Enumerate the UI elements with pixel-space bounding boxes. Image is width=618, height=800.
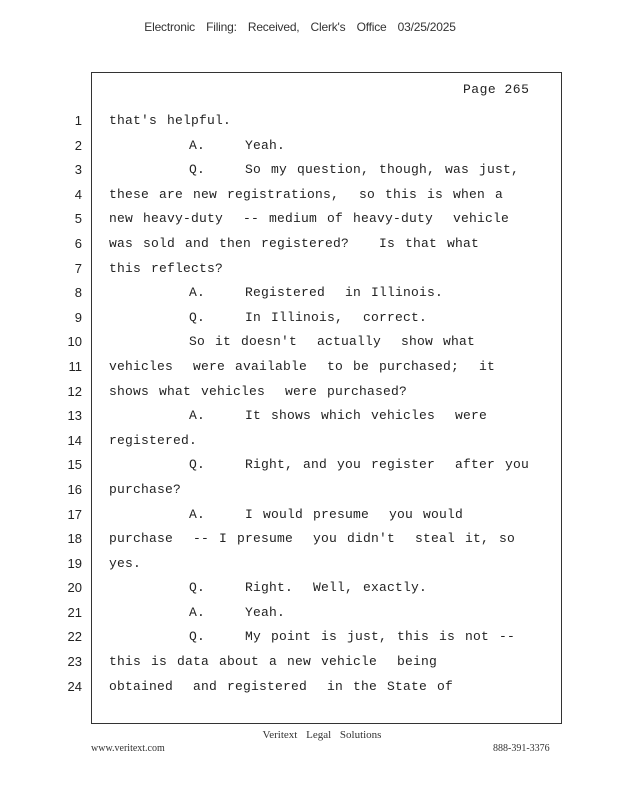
footer-website: www.veritext.com: [91, 743, 165, 754]
line-text: A. Yeah.: [109, 604, 286, 620]
line-number: 21: [67, 604, 82, 620]
line-text: Q. Right, and you register after you: [109, 457, 530, 473]
transcript-line: [0, 330, 618, 355]
transcript-line: [0, 257, 618, 282]
transcript-line: [0, 355, 618, 380]
line-number: 8: [74, 285, 82, 301]
line-text: purchase -- I presume you didn't steal it, so: [109, 531, 516, 547]
line-number: 5: [74, 211, 82, 227]
transcript-line: [0, 650, 618, 675]
line-number: 22: [67, 629, 82, 645]
line-number: 14: [67, 432, 82, 448]
line-number: 11: [68, 358, 82, 374]
line-text: registered.: [109, 432, 198, 448]
transcript-line: [0, 134, 618, 159]
footer-company: Veritext Legal Solutions: [262, 729, 382, 741]
transcript-line: [0, 281, 618, 306]
line-number: 12: [67, 383, 82, 399]
transcript-line: [0, 158, 618, 183]
line-text: obtained and registered in the State of: [109, 678, 454, 694]
line-text: Q. Right. Well, exactly.: [109, 580, 428, 596]
line-text: A. Registered in Illinois.: [109, 285, 444, 301]
line-text: new heavy-duty -- medium of heavy-duty vehicle: [109, 211, 510, 227]
footer-phone: 888-391-3376: [493, 743, 550, 754]
line-text: A. It shows which vehicles were: [109, 408, 488, 424]
transcript-line: [0, 404, 618, 429]
line-number: 19: [67, 555, 82, 571]
transcript-line: [0, 306, 618, 331]
transcript-lines: [0, 109, 618, 699]
transcript-line: [0, 232, 618, 257]
line-number: 6: [74, 235, 82, 251]
transcript-line: [0, 552, 618, 577]
line-number: 15: [67, 457, 82, 473]
transcript-line: [0, 527, 618, 552]
line-number: 2: [74, 137, 82, 153]
line-text: purchase?: [109, 481, 182, 497]
transcript-line: [0, 601, 618, 626]
line-number: 9: [74, 309, 82, 325]
transcript-line: [0, 675, 618, 700]
line-number: 18: [67, 531, 82, 547]
line-number: 24: [67, 678, 82, 694]
line-text: these are new registrations, so this is when a: [109, 186, 504, 202]
line-text: vehicles were available to be purchased; it: [109, 358, 496, 374]
line-text: A. Yeah.: [109, 137, 286, 153]
transcript-line: [0, 109, 618, 134]
line-number: 20: [67, 580, 82, 596]
line-number: 17: [67, 506, 82, 522]
line-text: Q. In Illinois, correct.: [109, 309, 428, 325]
transcript-line: [0, 576, 618, 601]
line-text: Q. So my question, though, was just,: [109, 162, 520, 178]
line-number: 7: [74, 260, 82, 276]
line-text: this is data about a new vehicle being: [109, 654, 438, 670]
line-text: So it doesn't actually show what: [109, 334, 476, 350]
transcript-line: [0, 453, 618, 478]
page-number: Page 265: [463, 82, 530, 97]
transcript-line: [0, 478, 618, 503]
line-number: 16: [67, 481, 82, 497]
line-number: 1: [74, 113, 82, 128]
filing-stamp: Electronic Filing: Received, Clerk's Office 03/25/2025: [144, 20, 456, 34]
line-text: was sold and then registered? Is that what: [109, 235, 480, 251]
line-number: 10: [67, 334, 82, 350]
line-number: 23: [67, 654, 82, 670]
line-text: yes.: [109, 555, 142, 571]
transcript-line: [0, 380, 618, 405]
line-number: 13: [67, 408, 82, 424]
transcript-line: [0, 429, 618, 454]
transcript-line: [0, 183, 618, 208]
transcript-line: [0, 625, 618, 650]
line-number: 4: [74, 186, 82, 202]
transcript-line: [0, 207, 618, 232]
transcript-line: [0, 503, 618, 528]
line-number: 3: [74, 162, 82, 178]
line-text: this reflects?: [109, 260, 224, 276]
line-text: Q. My point is just, this is not --: [109, 629, 516, 645]
line-text: shows what vehicles were purchased?: [109, 383, 408, 399]
line-text: that's helpful.: [109, 113, 232, 128]
line-text: A. I would presume you would: [109, 506, 464, 522]
